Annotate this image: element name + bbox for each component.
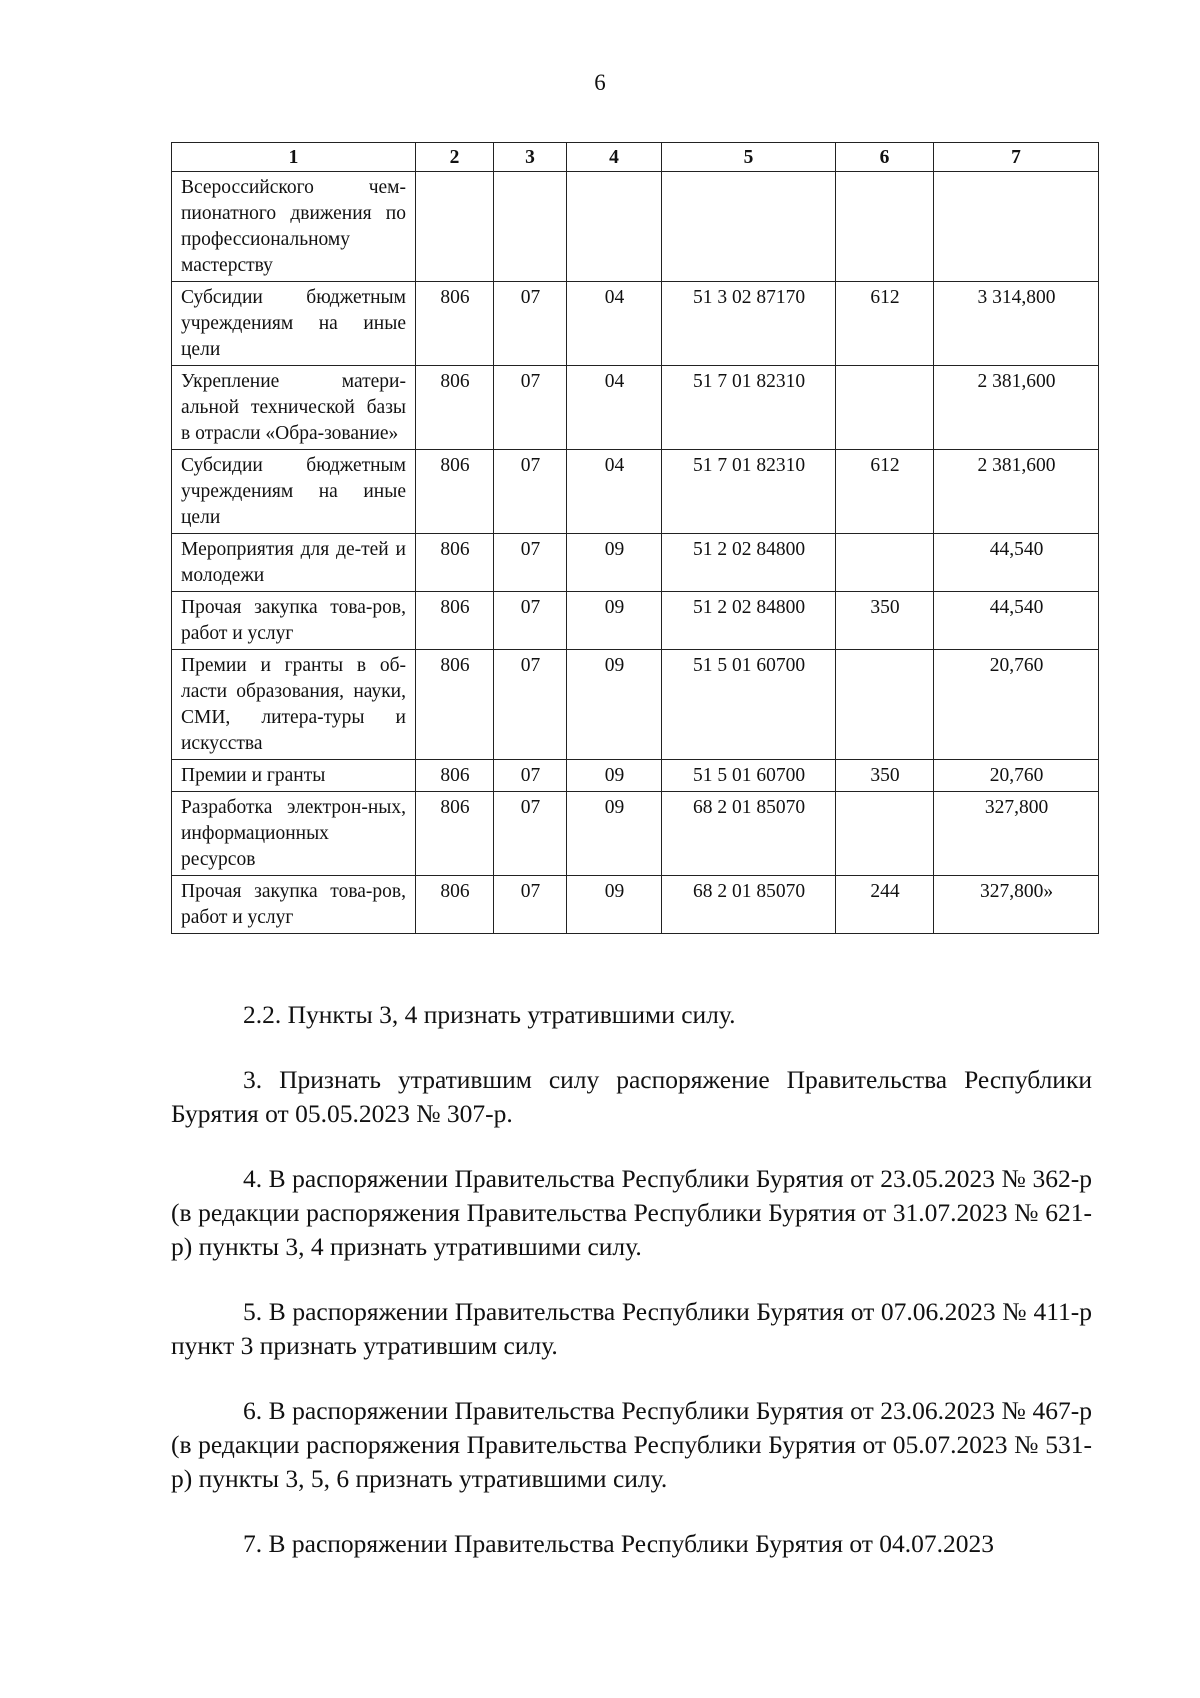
- item-name-cell: Мероприятия для де-тей и молодежи: [172, 534, 416, 592]
- expense-type-cell: [836, 534, 934, 592]
- table-row: [172, 366, 1099, 450]
- document-body: [171, 998, 1092, 1592]
- ministry-code-cell: 806: [416, 534, 494, 592]
- table-header-cell: 6: [836, 143, 934, 172]
- section-cell: 07: [494, 282, 567, 366]
- table-row: [172, 534, 1099, 592]
- expense-type-cell: 350: [836, 592, 934, 650]
- paragraph: 5. В распоряжении Правительства Республики Бурятия от 07.06.2023 № 411-р пункт 3 признать утратившим силу.: [171, 1297, 1092, 1360]
- subsection-cell: 04: [567, 282, 662, 366]
- table-row: [172, 760, 1099, 792]
- expense-type-cell: [836, 792, 934, 876]
- page-number: 6: [594, 70, 606, 95]
- amount-cell: 44,540: [934, 534, 1099, 592]
- item-name-cell: Прочая закупка това-ров, работ и услуг: [172, 592, 416, 650]
- target-article-cell: 68 2 01 85070: [662, 876, 836, 934]
- paragraph: 4. В распоряжении Правительства Республики Бурятия от 23.05.2023 № 362-р (в редакции распоряжения Правительства Республики Бурятия от 31.07.2023 № 621-р) пункты 3, 4 признать утратившими силу.: [171, 1164, 1092, 1261]
- subsection-cell: [567, 172, 662, 282]
- subsection-cell: 04: [567, 450, 662, 534]
- section-cell: 07: [494, 876, 567, 934]
- amount-cell: 327,800: [934, 792, 1099, 876]
- table-header-cell: 3: [494, 143, 567, 172]
- item-name-cell: Укрепление матери-альной технической базы в отрасли «Обра-зование»: [172, 366, 416, 450]
- amount-cell: 44,540: [934, 592, 1099, 650]
- ministry-code-cell: 806: [416, 366, 494, 450]
- ministry-code-cell: 806: [416, 592, 494, 650]
- ministry-code-cell: 806: [416, 760, 494, 792]
- ministry-code-cell: 806: [416, 792, 494, 876]
- item-name-cell: Всероссийского чем-пионатного движения по профессиональному мастерству: [172, 172, 416, 282]
- section-cell: [494, 172, 567, 282]
- table-header-cell: 1: [172, 143, 416, 172]
- table-row: [172, 876, 1099, 934]
- subsection-cell: 04: [567, 366, 662, 450]
- section-cell: 07: [494, 366, 567, 450]
- item-name-cell: Субсидии бюджетным учреждениям на иные цели: [172, 282, 416, 366]
- item-name-cell: Разработка электрон-ных, информационных ресурсов: [172, 792, 416, 876]
- section-cell: 07: [494, 534, 567, 592]
- subsection-cell: 09: [567, 760, 662, 792]
- ministry-code-cell: 806: [416, 876, 494, 934]
- amount-cell: 2 381,600: [934, 450, 1099, 534]
- target-article-cell: 68 2 01 85070: [662, 792, 836, 876]
- table-header-cell: 5: [662, 143, 836, 172]
- ministry-code-cell: [416, 172, 494, 282]
- amount-cell: 327,800»: [934, 876, 1099, 934]
- target-article-cell: 51 5 01 60700: [662, 650, 836, 760]
- subsection-cell: 09: [567, 876, 662, 934]
- target-article-cell: [662, 172, 836, 282]
- amount-cell: 20,760: [934, 650, 1099, 760]
- table-header-row: [172, 143, 1099, 172]
- ministry-code-cell: 806: [416, 450, 494, 534]
- target-article-cell: 51 7 01 82310: [662, 450, 836, 534]
- subsection-cell: 09: [567, 792, 662, 876]
- amount-cell: [934, 172, 1099, 282]
- section-cell: 07: [494, 450, 567, 534]
- expense-type-cell: 350: [836, 760, 934, 792]
- table-header-cell: 7: [934, 143, 1099, 172]
- table-header-cell: 2: [416, 143, 494, 172]
- target-article-cell: 51 3 02 87170: [662, 282, 836, 366]
- expense-type-cell: 612: [836, 450, 934, 534]
- section-cell: 07: [494, 592, 567, 650]
- expense-type-cell: [836, 172, 934, 282]
- target-article-cell: 51 7 01 82310: [662, 366, 836, 450]
- amount-cell: 20,760: [934, 760, 1099, 792]
- subsection-cell: 09: [567, 650, 662, 760]
- section-cell: 07: [494, 650, 567, 760]
- table-row: [172, 282, 1099, 366]
- paragraph: 2.2. Пункты 3, 4 признать утратившими силу.: [243, 1000, 736, 1029]
- table-row: [172, 792, 1099, 876]
- amount-cell: 3 314,800: [934, 282, 1099, 366]
- ministry-code-cell: 806: [416, 650, 494, 760]
- table-row: [172, 450, 1099, 534]
- item-name-cell: Премии и гранты: [172, 760, 416, 792]
- amount-cell: 2 381,600: [934, 366, 1099, 450]
- subsection-cell: 09: [567, 592, 662, 650]
- item-name-cell: Субсидии бюджетным учреждениям на иные цели: [172, 450, 416, 534]
- target-article-cell: 51 5 01 60700: [662, 760, 836, 792]
- budget-table: [171, 142, 1099, 934]
- ministry-code-cell: 806: [416, 282, 494, 366]
- table-row: [172, 650, 1099, 760]
- expense-type-cell: [836, 366, 934, 450]
- subsection-cell: 09: [567, 534, 662, 592]
- table-row: [172, 592, 1099, 650]
- paragraph: 6. В распоряжении Правительства Республики Бурятия от 23.06.2023 № 467-р (в редакции распоряжения Правительства Республики Бурятия от 05.07.2023 № 531-р) пункты 3, 5, 6 признать утратившими силу.: [171, 1396, 1092, 1493]
- expense-type-cell: [836, 650, 934, 760]
- table-header-cell: 4: [567, 143, 662, 172]
- paragraph: 7. В распоряжении Правительства Республики Бурятия от 04.07.2023: [243, 1529, 995, 1558]
- section-cell: 07: [494, 760, 567, 792]
- expense-type-cell: 612: [836, 282, 934, 366]
- table-row: [172, 172, 1099, 282]
- paragraph: 3. Признать утратившим силу распоряжение Правительства Республики Бурятия от 05.05.2023 № 307-р.: [171, 1065, 1092, 1128]
- item-name-cell: Премии и гранты в об-ласти образования, науки, СМИ, литера-туры и искусства: [172, 650, 416, 760]
- item-name-cell: Прочая закупка това-ров, работ и услуг: [172, 876, 416, 934]
- target-article-cell: 51 2 02 84800: [662, 592, 836, 650]
- target-article-cell: 51 2 02 84800: [662, 534, 836, 592]
- expense-type-cell: 244: [836, 876, 934, 934]
- section-cell: 07: [494, 792, 567, 876]
